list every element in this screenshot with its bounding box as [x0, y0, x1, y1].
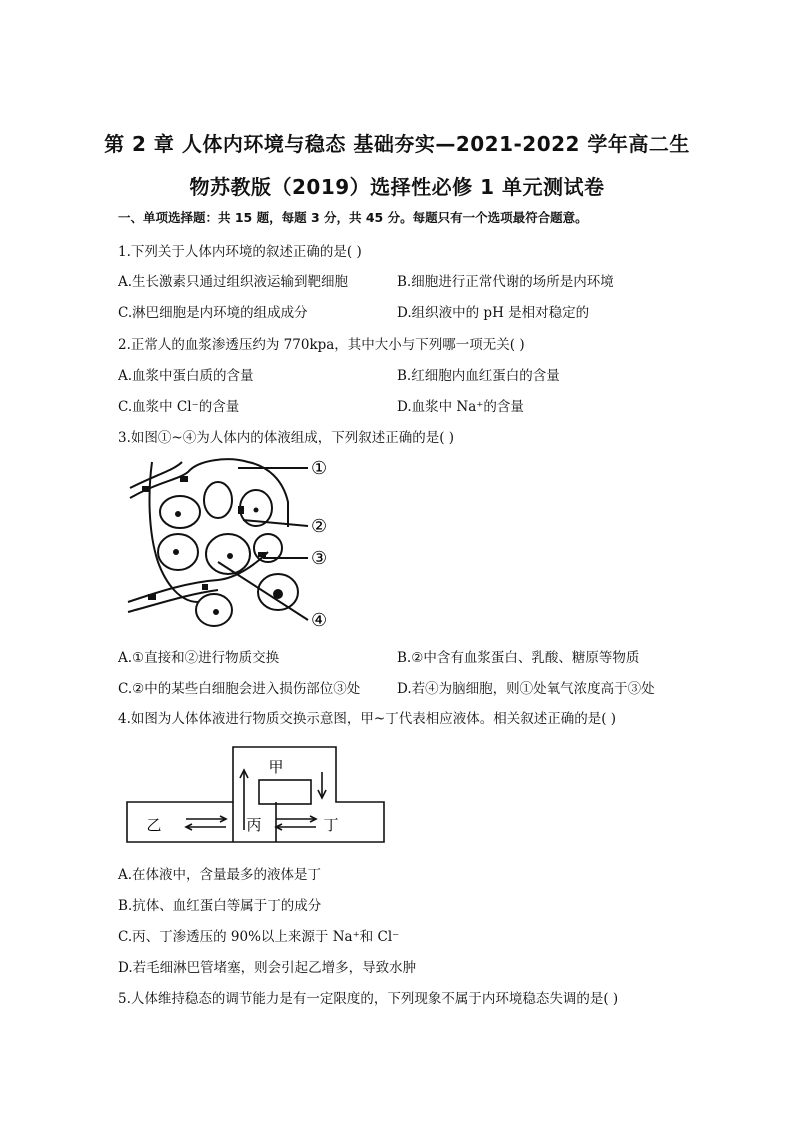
question-5-stem: 5.人体维持稳态的调节能力是有一定限度的，下列现象不属于内环境稳态失调的是( ) [118, 991, 619, 1007]
page-title-line-2: 物苏教版（2019）选择性必修 1 单元测试卷 [189, 175, 605, 199]
q2-option-a: A.血浆中蛋白质的含量 [118, 368, 254, 384]
q2-option-d: D.血浆中 Na⁺的含量 [397, 399, 524, 415]
q4-option-c: C.丙、丁渗透压的 90%以上来源于 Na⁺和 Cl⁻ [118, 929, 400, 945]
q4-option-d: D.若毛细淋巴管堵塞，则会引起乙增多，导致水肿 [118, 960, 417, 976]
page-title-line-1: 第 2 章 人体内环境与稳态 基础夯实—2021-2022 学年高二生 [104, 132, 690, 156]
fluid-exchange-diagram [126, 742, 386, 844]
question-1-stem: 1.下列关于人体内环境的叙述正确的是( ) [118, 244, 362, 260]
question-2-stem: 2.正常人的血浆渗透压约为 770kpa，其中大小与下列哪一项无关( ) [118, 337, 525, 353]
q3-option-b: B.②中含有血浆蛋白、乳酸、糖原等物质 [397, 650, 640, 666]
label-2: ② [311, 516, 328, 537]
q4-option-a: A.在体液中，含量最多的液体是丁 [118, 867, 322, 883]
label-yi: 乙 [146, 816, 162, 834]
label-jia: 甲 [268, 758, 284, 776]
label-bing: 丙 [246, 816, 262, 834]
label-4: ④ [311, 610, 328, 631]
label-3: ③ [311, 548, 328, 569]
q1-option-c: C.淋巴细胞是内环境的组成成分 [118, 305, 308, 321]
q3-option-d: D.若④为脑细胞，则①处氧气浓度高于③处 [397, 681, 655, 697]
q2-option-b: B.红细胞内血红蛋白的含量 [397, 368, 560, 384]
q3-option-a: A.①直接和②进行物质交换 [118, 650, 280, 666]
q1-option-d: D.组织液中的 pH 是相对稳定的 [397, 305, 590, 321]
section-heading: 一、单项选择题：共 15 题，每题 3 分，共 45 分。每题只有一个选项最符合题意。 [118, 210, 588, 225]
label-ding: 丁 [323, 816, 339, 834]
q3-option-c: C.②中的某些白细胞会进入损伤部位③处 [118, 681, 361, 697]
body-fluid-diagram [118, 452, 348, 637]
question-4-stem: 4.如图为人体体液进行物质交换示意图，甲~丁代表相应液体。相关叙述正确的是( ) [118, 711, 617, 727]
question-3-stem: 3.如图①~④为人体内的体液组成，下列叙述正确的是( ) [118, 430, 455, 446]
q2-option-c: C.血浆中 Cl⁻的含量 [118, 399, 240, 415]
q1-option-b: B.细胞进行正常代谢的场所是内环境 [397, 274, 614, 290]
q4-option-b: B.抗体、血红蛋白等属于丁的成分 [118, 898, 322, 914]
q1-option-a: A.生长激素只通过组织液运输到靶细胞 [118, 274, 349, 290]
label-1: ① [311, 458, 328, 479]
